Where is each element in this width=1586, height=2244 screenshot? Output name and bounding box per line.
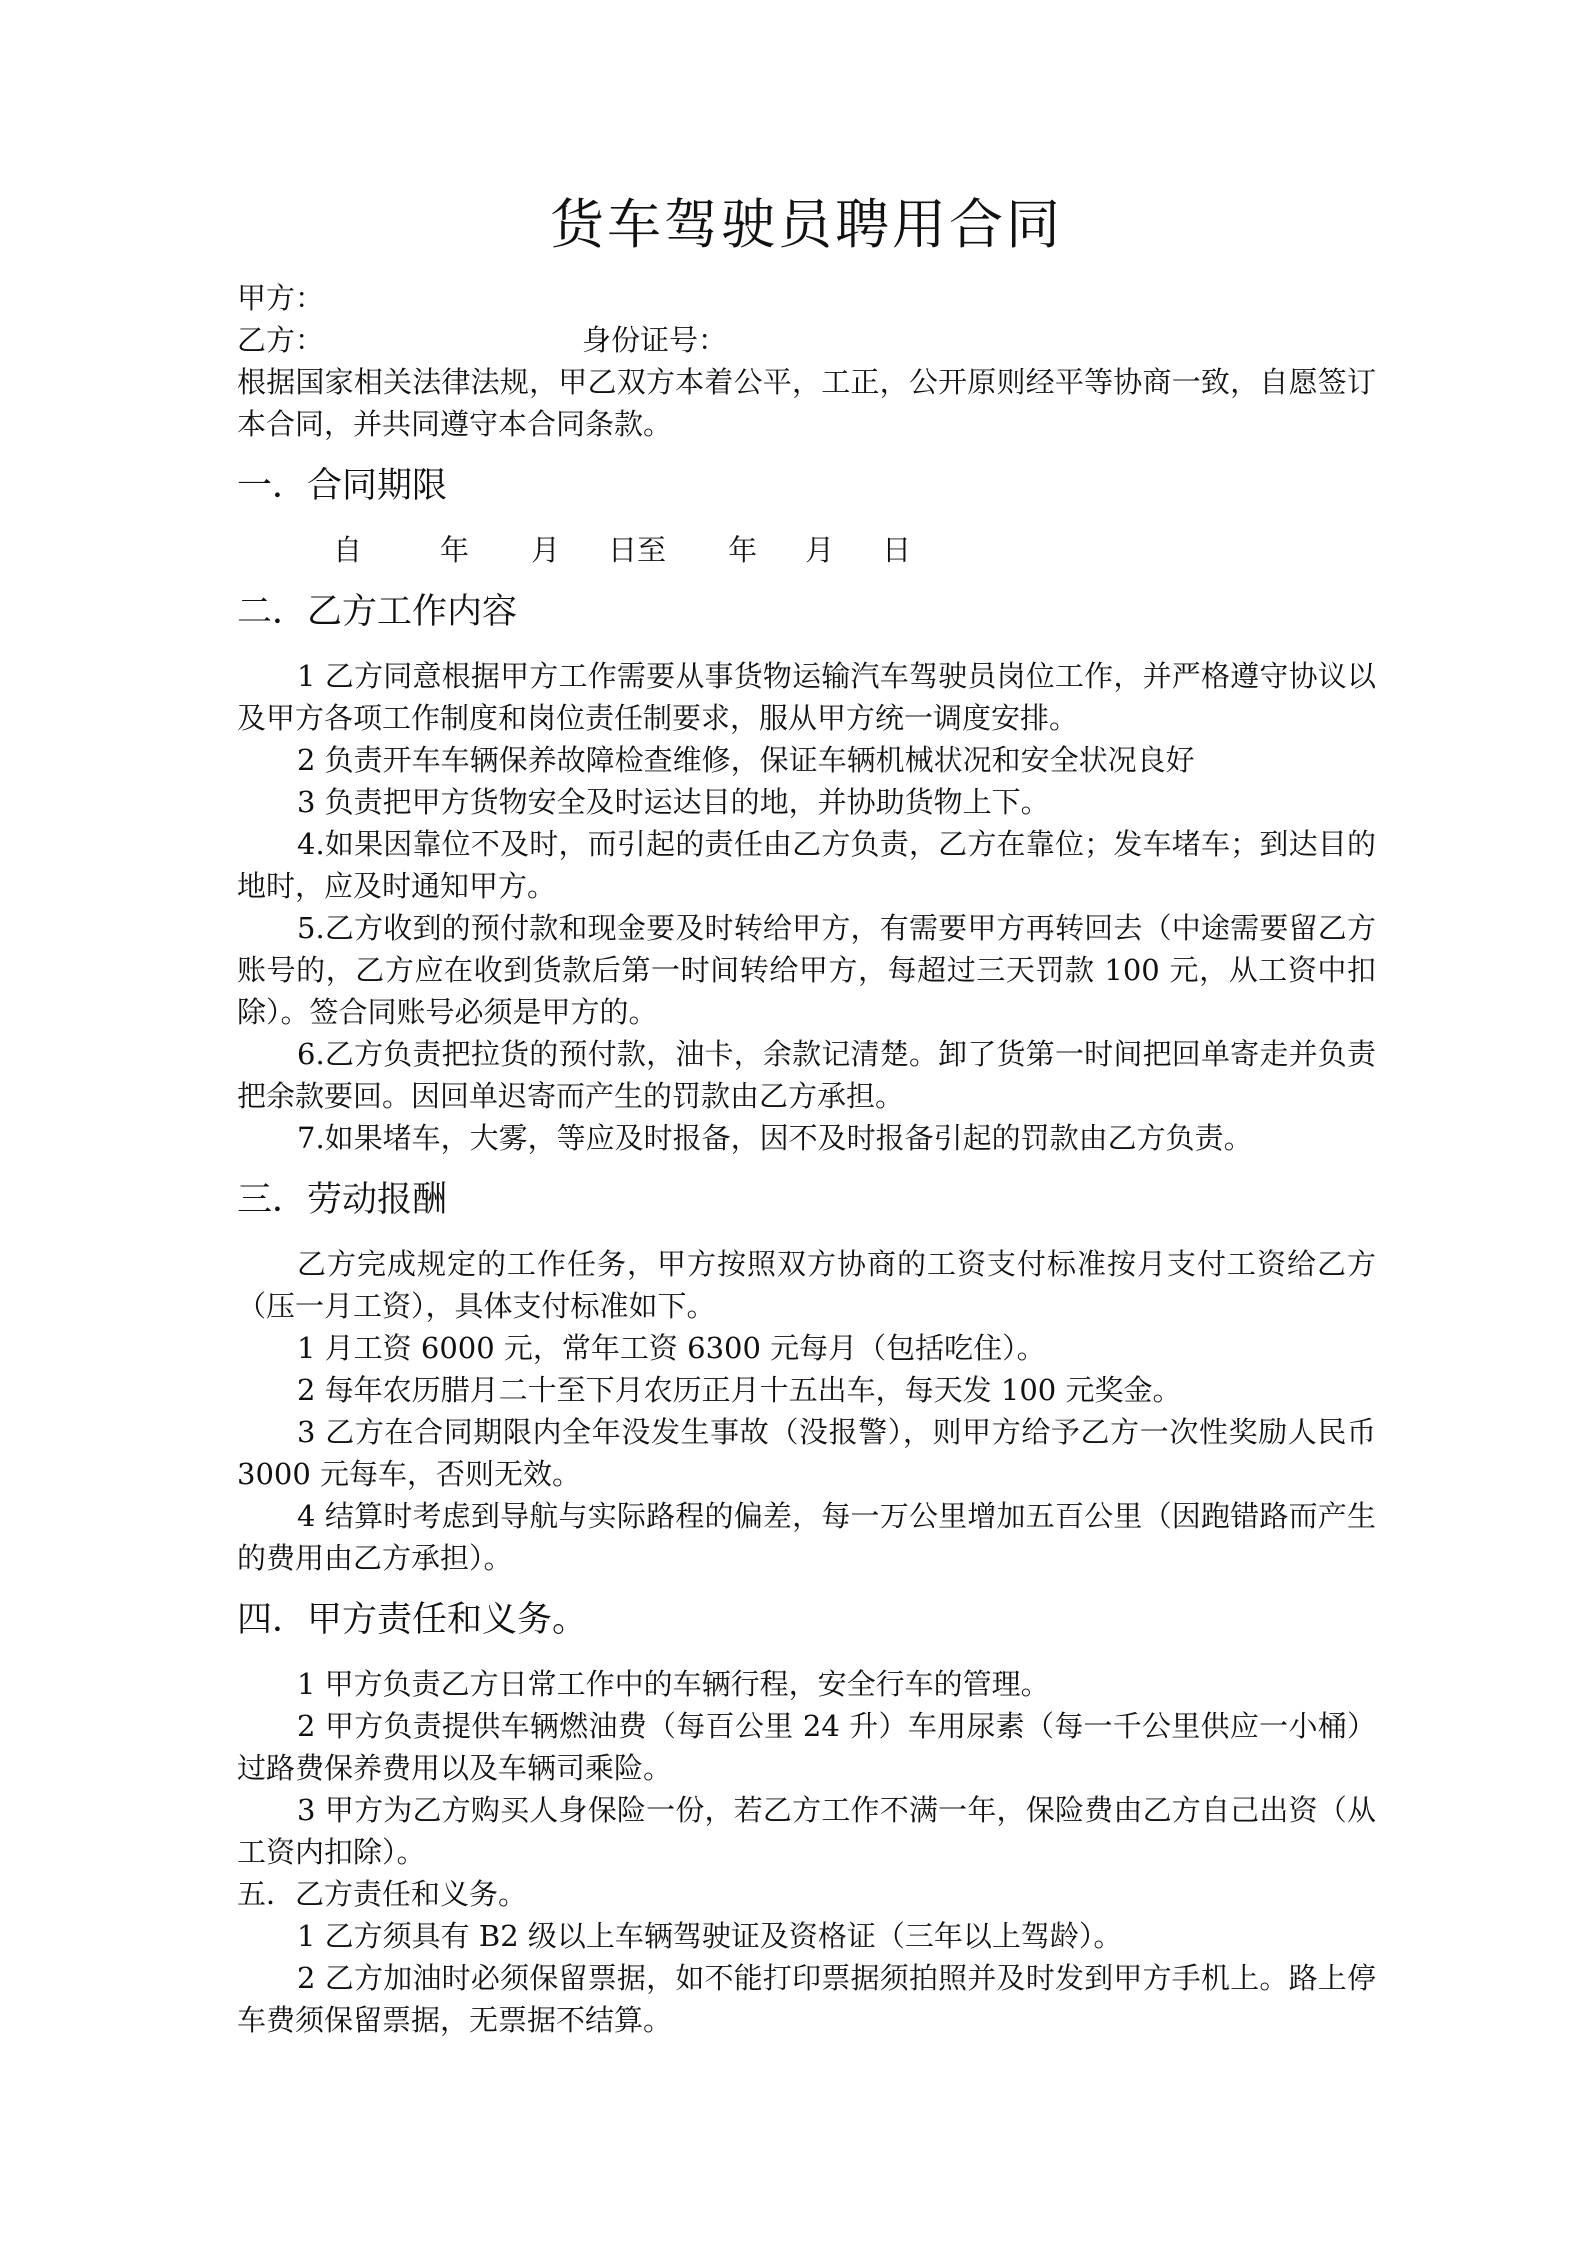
contract-period [237,529,1376,571]
party-b-label: 乙方： [237,323,325,357]
period-start-day: 日至 [608,533,667,567]
party-b-line [237,319,1376,361]
period-start-year: 年 [440,533,470,567]
section-3-item: 1 月工资 6000 元，常年工资 6300 元每月（包括吃住）。 [297,1331,1046,1365]
section-5-heading: 五．乙方责任和义务。 [237,1877,528,1911]
period-end-day: 日 [882,533,912,567]
document-title: 货车驾驶员聘用合同 [550,193,1063,256]
period-end-year: 年 [728,533,758,567]
party-a-line [237,277,1376,319]
section-2-item: 1 乙方同意根据甲方工作需要从事货物运输汽车驾驶员岗位工作，并严格遵守协议以及甲方各项工作制度和岗位责任制要求，服从甲方统一调度安排。 [237,659,1376,735]
section-3-heading: 三．劳动报酬 [237,1180,448,1220]
preamble: 根据国家相关法律法规，甲乙双方本着公平，工正，公开原则经平等协商一致，自愿签订本合同，并共同遵守本合同条款。 [237,365,1376,441]
period-end-month: 月 [805,533,835,567]
party-a-label: 甲方： [237,281,325,315]
section-1-heading: 一．合同期限 [237,466,448,506]
section-2-item: 5.乙方收到的预付款和现金要及时转给甲方，有需要甲方再转回去（中途需要留乙方账号的，乙方应在收到货款后第一时间转给甲方，每超过三天罚款 100 元，从工资中扣除）。签合同账号必须是甲方的。 [237,911,1376,1029]
section-4-item: 3 甲方为乙方购买人身保险一份，若乙方工作不满一年，保险费由乙方自己出资（从工资内扣除）。 [237,1793,1376,1869]
section-3-item: 乙方完成规定的工作任务，甲方按照双方协商的工资支付标准按月支付工资给乙方（压一月工资），具体支付标准如下。 [237,1247,1376,1323]
section-4-heading: 四．甲方责任和义务。 [237,1600,588,1640]
id-number-label: 身份证号： [582,323,728,357]
section-2-item: 4.如果因靠位不及时，而引起的责任由乙方负责，乙方在靠位；发车堵车；到达目的地时，应及时通知甲方。 [237,827,1376,903]
section-3-item: 2 每年农历腊月二十至下月农历正月十五出车，每天发 100 元奖金。 [297,1373,1182,1407]
section-2-heading: 二．乙方工作内容 [237,592,518,632]
section-4-item: 1 甲方负责乙方日常工作中的车辆行程，安全行车的管理。 [297,1667,1050,1701]
period-from: 自 [333,533,363,567]
section-3-item: 3 乙方在合同期限内全年没发生事故（没报警），则甲方给予乙方一次性奖励人民币 3000 元每车，否则无效。 [237,1415,1376,1491]
section-2-item: 6.乙方负责把拉货的预付款，油卡，余款记清楚。卸了货第一时间把回单寄走并负责把余款要回。因回单迟寄而产生的罚款由乙方承担。 [237,1037,1376,1113]
period-start-month: 月 [531,533,561,567]
section-2-item: 2 负责开车车辆保养故障检查维修，保证车辆机械状况和安全状况良好 [297,743,1195,777]
section-5-item: 2 乙方加油时必须保留票据，如不能打印票据须拍照并及时发到甲方手机上。路上停车费须保留票据，无票据不结算。 [237,1961,1376,2037]
section-2-item: 3 负责把甲方货物安全及时运达目的地，并协助货物上下。 [297,785,1050,819]
section-4-item: 2 甲方负责提供车辆燃油费（每百公里 24 升）车用尿素（每一千公里供应一小桶）过路费保养费用以及车辆司乘险。 [237,1709,1376,1785]
section-5-item: 1 乙方须具有 B2 级以上车辆驾驶证及资格证（三年以上驾龄）。 [297,1919,1123,1953]
section-3-item: 4 结算时考虑到导航与实际路程的偏差，每一万公里增加五百公里（因跑错路而产生的费用由乙方承担）。 [237,1499,1376,1575]
section-2-item: 7.如果堵车，大雾，等应及时报备，因不及时报备引起的罚款由乙方负责。 [297,1121,1253,1155]
